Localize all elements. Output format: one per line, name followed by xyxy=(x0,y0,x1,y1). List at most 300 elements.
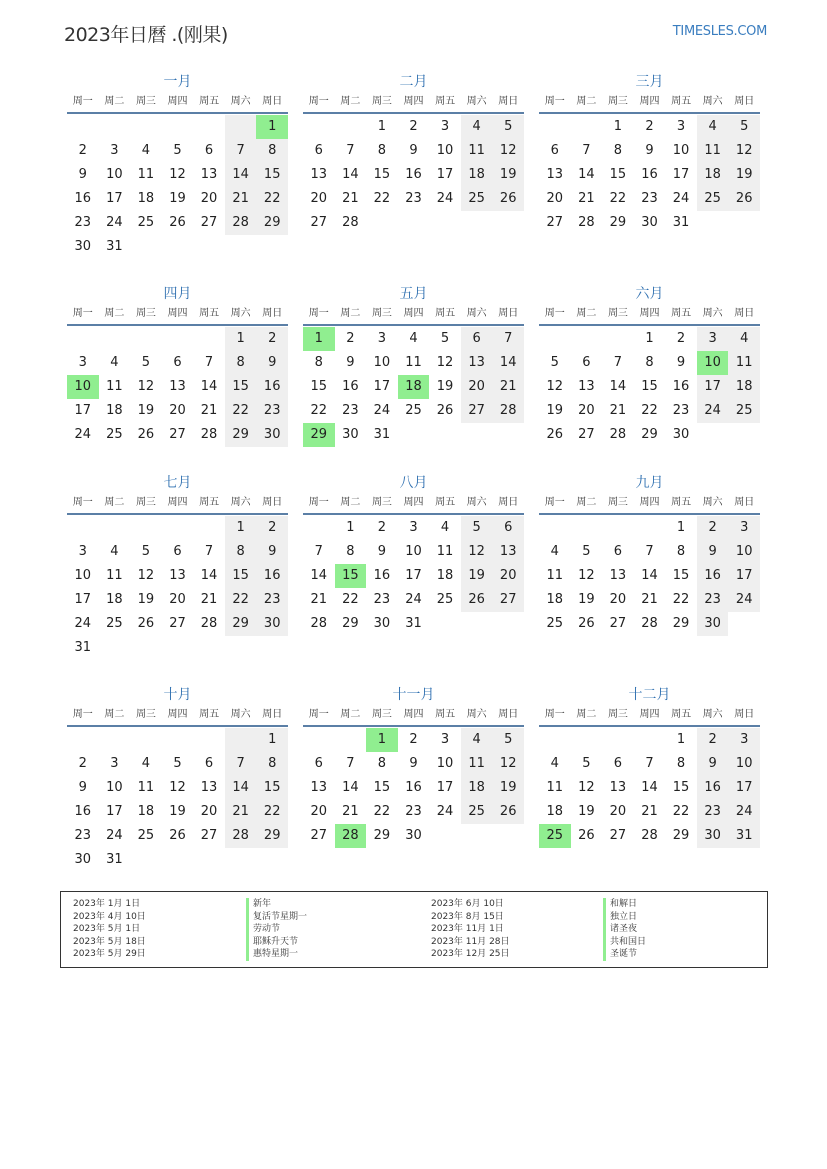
day-cell[interactable]: 15 xyxy=(225,564,257,588)
day-cell[interactable]: 10 xyxy=(405,544,422,559)
day-cell[interactable]: 19 xyxy=(578,592,595,607)
day-cell[interactable]: 6 xyxy=(613,756,623,771)
day-cell[interactable]: 21 xyxy=(225,800,257,824)
day-cell[interactable]: 18 xyxy=(461,163,493,187)
day-cell[interactable]: 20 xyxy=(578,403,595,418)
day-cell[interactable]: 1 xyxy=(613,119,623,134)
day-cell[interactable]: 16 xyxy=(697,564,729,588)
day-cell[interactable]: 9 xyxy=(346,355,355,370)
day-cell[interactable]: 22 xyxy=(609,191,627,206)
day-cell[interactable]: 27 xyxy=(492,588,524,612)
day-cell[interactable]: 5 xyxy=(492,728,524,752)
day-cell[interactable]: 14 xyxy=(225,776,257,800)
day-cell[interactable]: 24 xyxy=(728,800,760,824)
day-cell[interactable]: 9 xyxy=(645,143,654,158)
day-cell[interactable]: 25 xyxy=(461,187,493,211)
day-cell[interactable]: 7 xyxy=(346,143,355,158)
day-cell[interactable]: 4 xyxy=(550,756,559,771)
day-cell[interactable]: 15 xyxy=(310,379,328,394)
day-cell[interactable]: 7 xyxy=(346,756,355,771)
day-cell[interactable]: 17 xyxy=(436,167,454,182)
day-cell[interactable]: 29 xyxy=(225,612,257,636)
day-cell[interactable]: 10 xyxy=(697,351,729,375)
day-cell[interactable]: 29 xyxy=(225,423,257,447)
day-cell[interactable]: 21 xyxy=(492,375,524,399)
day-cell[interactable]: 20 xyxy=(310,191,328,206)
day-cell[interactable]: 28 xyxy=(641,828,658,843)
day-cell[interactable]: 1 xyxy=(346,520,355,535)
day-cell[interactable]: 27 xyxy=(461,399,493,423)
day-cell[interactable]: 6 xyxy=(173,355,182,370)
day-cell[interactable]: 12 xyxy=(137,379,155,394)
day-cell[interactable]: 28 xyxy=(492,399,524,423)
day-cell[interactable]: 23 xyxy=(256,588,288,612)
day-cell[interactable]: 23 xyxy=(373,592,391,607)
day-cell[interactable]: 22 xyxy=(672,592,690,607)
day-cell[interactable]: 19 xyxy=(137,403,155,418)
day-cell[interactable]: 4 xyxy=(728,327,760,351)
day-cell[interactable]: 13 xyxy=(461,351,493,375)
day-cell[interactable]: 22 xyxy=(225,588,257,612)
day-cell[interactable]: 5 xyxy=(728,115,760,139)
day-cell[interactable]: 1 xyxy=(676,520,686,535)
day-cell[interactable]: 18 xyxy=(106,592,123,607)
day-cell[interactable]: 13 xyxy=(609,568,627,583)
day-cell[interactable]: 17 xyxy=(405,568,422,583)
day-cell[interactable]: 28 xyxy=(310,616,328,631)
day-cell[interactable]: 10 xyxy=(728,540,760,564)
day-cell[interactable]: 3 xyxy=(377,331,387,346)
day-cell[interactable]: 2 xyxy=(377,520,387,535)
day-cell[interactable]: 27 xyxy=(546,215,564,230)
day-cell[interactable]: 25 xyxy=(137,828,155,843)
day-cell[interactable]: 6 xyxy=(314,143,323,158)
day-cell[interactable]: 6 xyxy=(582,355,591,370)
day-cell[interactable]: 30 xyxy=(697,824,729,848)
day-cell[interactable]: 2 xyxy=(256,327,288,351)
day-cell[interactable]: 13 xyxy=(169,379,186,394)
day-cell[interactable]: 17 xyxy=(728,564,760,588)
day-cell[interactable]: 10 xyxy=(436,143,454,158)
day-cell[interactable]: 14 xyxy=(578,167,595,182)
day-cell[interactable]: 18 xyxy=(546,804,564,819)
day-cell[interactable]: 8 xyxy=(314,355,323,370)
day-cell[interactable]: 4 xyxy=(409,331,418,346)
day-cell[interactable]: 21 xyxy=(641,592,658,607)
day-cell[interactable]: 9 xyxy=(676,355,686,370)
day-cell[interactable]: 21 xyxy=(342,804,359,819)
day-cell[interactable]: 15 xyxy=(373,780,391,795)
day-cell[interactable]: 25 xyxy=(436,592,454,607)
day-cell[interactable]: 17 xyxy=(106,191,123,206)
day-cell[interactable]: 10 xyxy=(74,568,92,583)
day-cell[interactable]: 8 xyxy=(377,756,387,771)
day-cell[interactable]: 2 xyxy=(697,728,729,752)
day-cell[interactable]: 22 xyxy=(672,804,690,819)
day-cell[interactable]: 17 xyxy=(106,804,123,819)
day-cell[interactable]: 16 xyxy=(256,375,288,399)
day-cell[interactable]: 12 xyxy=(436,355,454,370)
day-cell[interactable]: 26 xyxy=(578,828,595,843)
day-cell[interactable]: 14 xyxy=(342,167,359,182)
site-logo[interactable]: TIMESLES.COM xyxy=(672,24,767,39)
day-cell[interactable]: 14 xyxy=(492,351,524,375)
day-cell[interactable]: 8 xyxy=(225,540,257,564)
day-cell[interactable]: 19 xyxy=(492,776,524,800)
day-cell[interactable]: 12 xyxy=(578,568,595,583)
day-cell[interactable]: 16 xyxy=(373,568,391,583)
day-cell[interactable]: 20 xyxy=(609,592,627,607)
day-cell[interactable]: 23 xyxy=(697,588,729,612)
day-cell[interactable]: 23 xyxy=(641,191,658,206)
day-cell[interactable]: 15 xyxy=(335,564,367,588)
day-cell[interactable]: 11 xyxy=(106,568,123,583)
day-cell[interactable]: 6 xyxy=(613,544,623,559)
day-cell[interactable]: 24 xyxy=(405,592,422,607)
day-cell[interactable]: 5 xyxy=(492,115,524,139)
day-cell[interactable]: 12 xyxy=(546,379,564,394)
day-cell[interactable]: 9 xyxy=(78,780,87,795)
day-cell[interactable]: 12 xyxy=(169,780,186,795)
day-cell[interactable]: 14 xyxy=(225,163,257,187)
day-cell[interactable]: 5 xyxy=(550,355,559,370)
day-cell[interactable]: 1 xyxy=(366,728,398,752)
day-cell[interactable]: 27 xyxy=(609,616,627,631)
day-cell[interactable]: 18 xyxy=(137,191,155,206)
day-cell[interactable]: 1 xyxy=(256,115,288,139)
day-cell[interactable]: 25 xyxy=(106,616,123,631)
day-cell[interactable]: 6 xyxy=(204,756,214,771)
day-cell[interactable]: 12 xyxy=(169,167,186,182)
day-cell[interactable]: 6 xyxy=(461,327,493,351)
day-cell[interactable]: 29 xyxy=(672,828,690,843)
day-cell[interactable]: 30 xyxy=(697,612,729,636)
day-cell[interactable]: 24 xyxy=(436,191,454,206)
day-cell[interactable]: 13 xyxy=(578,379,595,394)
day-cell[interactable]: 24 xyxy=(672,191,690,206)
day-cell[interactable]: 19 xyxy=(137,592,155,607)
day-cell[interactable]: 25 xyxy=(405,403,422,418)
day-cell[interactable]: 28 xyxy=(641,616,658,631)
day-cell[interactable]: 22 xyxy=(225,399,257,423)
day-cell[interactable]: 26 xyxy=(728,187,760,211)
day-cell[interactable]: 26 xyxy=(137,427,155,442)
day-cell[interactable]: 12 xyxy=(137,568,155,583)
day-cell[interactable]: 9 xyxy=(256,351,288,375)
day-cell[interactable]: 21 xyxy=(200,403,218,418)
day-cell[interactable]: 2 xyxy=(409,732,418,747)
day-cell[interactable]: 19 xyxy=(546,403,564,418)
day-cell[interactable]: 2 xyxy=(409,119,418,134)
day-cell[interactable]: 24 xyxy=(436,804,454,819)
day-cell[interactable]: 11 xyxy=(461,139,493,163)
day-cell[interactable]: 1 xyxy=(645,331,654,346)
day-cell[interactable]: 10 xyxy=(728,752,760,776)
day-cell[interactable]: 23 xyxy=(405,804,422,819)
day-cell[interactable]: 17 xyxy=(74,592,92,607)
day-cell[interactable]: 16 xyxy=(74,191,92,206)
day-cell[interactable]: 5 xyxy=(461,516,493,540)
day-cell[interactable]: 3 xyxy=(697,327,729,351)
day-cell[interactable]: 4 xyxy=(141,143,151,158)
day-cell[interactable]: 15 xyxy=(672,568,690,583)
day-cell[interactable]: 16 xyxy=(405,780,422,795)
day-cell[interactable]: 23 xyxy=(672,403,690,418)
day-cell[interactable]: 26 xyxy=(461,588,493,612)
day-cell[interactable]: 23 xyxy=(74,215,92,230)
day-cell[interactable]: 26 xyxy=(436,403,454,418)
day-cell[interactable]: 15 xyxy=(373,167,391,182)
day-cell[interactable]: 6 xyxy=(204,143,214,158)
day-cell[interactable]: 22 xyxy=(256,187,288,211)
day-cell[interactable]: 22 xyxy=(310,403,328,418)
day-cell[interactable]: 25 xyxy=(461,800,493,824)
day-cell[interactable]: 3 xyxy=(676,119,686,134)
day-cell[interactable]: 20 xyxy=(200,804,218,819)
day-cell[interactable]: 4 xyxy=(110,544,119,559)
day-cell[interactable]: 24 xyxy=(106,828,123,843)
day-cell[interactable]: 1 xyxy=(676,732,686,747)
day-cell[interactable]: 2 xyxy=(78,756,87,771)
day-cell[interactable]: 11 xyxy=(137,780,155,795)
day-cell[interactable]: 30 xyxy=(342,427,359,442)
day-cell[interactable]: 27 xyxy=(200,828,218,843)
day-cell[interactable]: 31 xyxy=(106,239,123,254)
day-cell[interactable]: 27 xyxy=(310,828,328,843)
day-cell[interactable]: 14 xyxy=(200,568,218,583)
day-cell[interactable]: 28 xyxy=(578,215,595,230)
day-cell[interactable]: 8 xyxy=(256,139,288,163)
day-cell[interactable]: 13 xyxy=(609,780,627,795)
day-cell[interactable]: 4 xyxy=(141,756,151,771)
day-cell[interactable]: 14 xyxy=(641,568,658,583)
day-cell[interactable]: 7 xyxy=(492,327,524,351)
day-cell[interactable]: 5 xyxy=(582,544,591,559)
day-cell[interactable]: 8 xyxy=(676,756,686,771)
day-cell[interactable]: 8 xyxy=(346,544,355,559)
day-cell[interactable]: 21 xyxy=(609,403,627,418)
day-cell[interactable]: 16 xyxy=(256,564,288,588)
day-cell[interactable]: 29 xyxy=(256,824,288,848)
day-cell[interactable]: 22 xyxy=(373,191,391,206)
day-cell[interactable]: 17 xyxy=(672,167,690,182)
day-cell[interactable]: 11 xyxy=(461,752,493,776)
day-cell[interactable]: 19 xyxy=(436,379,454,394)
day-cell[interactable]: 31 xyxy=(373,427,391,442)
day-cell[interactable]: 28 xyxy=(200,616,218,631)
day-cell[interactable]: 5 xyxy=(141,544,151,559)
day-cell[interactable]: 30 xyxy=(373,616,391,631)
day-cell[interactable]: 28 xyxy=(342,215,359,230)
day-cell[interactable]: 12 xyxy=(728,139,760,163)
day-cell[interactable]: 4 xyxy=(440,520,450,535)
day-cell[interactable]: 3 xyxy=(78,544,87,559)
day-cell[interactable]: 15 xyxy=(225,375,257,399)
day-cell[interactable]: 21 xyxy=(641,804,658,819)
day-cell[interactable]: 10 xyxy=(106,780,123,795)
day-cell[interactable]: 24 xyxy=(74,427,92,442)
day-cell[interactable]: 9 xyxy=(409,143,418,158)
day-cell[interactable]: 7 xyxy=(225,139,257,163)
day-cell[interactable]: 13 xyxy=(200,780,218,795)
day-cell[interactable]: 30 xyxy=(405,828,422,843)
day-cell[interactable]: 4 xyxy=(461,728,493,752)
day-cell[interactable]: 3 xyxy=(440,732,450,747)
day-cell[interactable]: 25 xyxy=(728,399,760,423)
day-cell[interactable]: 1 xyxy=(225,516,257,540)
day-cell[interactable]: 9 xyxy=(256,540,288,564)
day-cell[interactable]: 2 xyxy=(697,516,729,540)
day-cell[interactable]: 11 xyxy=(728,351,760,375)
day-cell[interactable]: 20 xyxy=(461,375,493,399)
day-cell[interactable]: 13 xyxy=(169,568,186,583)
day-cell[interactable]: 2 xyxy=(645,119,654,134)
day-cell[interactable]: 6 xyxy=(550,143,559,158)
day-cell[interactable]: 19 xyxy=(461,564,493,588)
day-cell[interactable]: 28 xyxy=(609,427,627,442)
day-cell[interactable]: 3 xyxy=(728,516,760,540)
day-cell[interactable]: 23 xyxy=(405,191,422,206)
day-cell[interactable]: 15 xyxy=(256,163,288,187)
day-cell[interactable]: 2 xyxy=(676,331,686,346)
day-cell[interactable]: 15 xyxy=(641,379,658,394)
day-cell[interactable]: 11 xyxy=(546,780,564,795)
day-cell[interactable]: 30 xyxy=(256,612,288,636)
day-cell[interactable]: 4 xyxy=(697,115,729,139)
day-cell[interactable]: 30 xyxy=(74,852,92,867)
day-cell[interactable]: 18 xyxy=(137,804,155,819)
day-cell[interactable]: 31 xyxy=(728,824,760,848)
day-cell[interactable]: 17 xyxy=(436,780,454,795)
day-cell[interactable]: 12 xyxy=(492,752,524,776)
day-cell[interactable]: 29 xyxy=(303,423,335,447)
day-cell[interactable]: 10 xyxy=(373,355,391,370)
day-cell[interactable]: 9 xyxy=(697,752,729,776)
day-cell[interactable]: 31 xyxy=(74,640,92,655)
day-cell[interactable]: 20 xyxy=(200,191,218,206)
day-cell[interactable]: 12 xyxy=(492,139,524,163)
day-cell[interactable]: 7 xyxy=(204,355,214,370)
day-cell[interactable]: 29 xyxy=(342,616,359,631)
day-cell[interactable]: 31 xyxy=(106,852,123,867)
day-cell[interactable]: 13 xyxy=(200,167,218,182)
day-cell[interactable]: 30 xyxy=(641,215,658,230)
day-cell[interactable]: 5 xyxy=(440,331,450,346)
day-cell[interactable]: 25 xyxy=(546,616,564,631)
day-cell[interactable]: 4 xyxy=(110,355,119,370)
day-cell[interactable]: 28 xyxy=(225,824,257,848)
day-cell[interactable]: 6 xyxy=(314,756,323,771)
day-cell[interactable]: 10 xyxy=(436,756,454,771)
day-cell[interactable]: 14 xyxy=(609,379,627,394)
day-cell[interactable]: 13 xyxy=(492,540,524,564)
day-cell[interactable]: 21 xyxy=(578,191,595,206)
day-cell[interactable]: 8 xyxy=(645,355,654,370)
day-cell[interactable]: 6 xyxy=(492,516,524,540)
day-cell[interactable]: 26 xyxy=(546,427,564,442)
day-cell[interactable]: 7 xyxy=(645,756,654,771)
day-cell[interactable]: 7 xyxy=(582,143,591,158)
day-cell[interactable]: 26 xyxy=(137,616,155,631)
day-cell[interactable]: 26 xyxy=(169,215,186,230)
day-cell[interactable]: 28 xyxy=(200,427,218,442)
day-cell[interactable]: 20 xyxy=(310,804,328,819)
day-cell[interactable]: 11 xyxy=(697,139,729,163)
day-cell[interactable]: 3 xyxy=(728,728,760,752)
day-cell[interactable]: 19 xyxy=(728,163,760,187)
day-cell[interactable]: 9 xyxy=(377,544,387,559)
day-cell[interactable]: 22 xyxy=(373,804,391,819)
day-cell[interactable]: 23 xyxy=(256,399,288,423)
day-cell[interactable]: 24 xyxy=(74,616,92,631)
day-cell[interactable]: 3 xyxy=(110,143,119,158)
day-cell[interactable]: 20 xyxy=(492,564,524,588)
day-cell[interactable]: 26 xyxy=(492,187,524,211)
day-cell[interactable]: 27 xyxy=(169,616,186,631)
day-cell[interactable]: 17 xyxy=(373,379,391,394)
day-cell[interactable]: 25 xyxy=(106,427,123,442)
day-cell[interactable]: 3 xyxy=(440,119,450,134)
day-cell[interactable]: 22 xyxy=(256,800,288,824)
day-cell[interactable]: 8 xyxy=(225,351,257,375)
day-cell[interactable]: 21 xyxy=(342,191,359,206)
day-cell[interactable]: 3 xyxy=(78,355,87,370)
day-cell[interactable]: 12 xyxy=(578,780,595,795)
day-cell[interactable]: 2 xyxy=(256,516,288,540)
day-cell[interactable]: 7 xyxy=(645,544,654,559)
day-cell[interactable]: 21 xyxy=(225,187,257,211)
day-cell[interactable]: 2 xyxy=(346,331,355,346)
day-cell[interactable]: 11 xyxy=(546,568,564,583)
day-cell[interactable]: 16 xyxy=(641,167,658,182)
day-cell[interactable]: 18 xyxy=(697,163,729,187)
day-cell[interactable]: 4 xyxy=(461,115,493,139)
day-cell[interactable]: 7 xyxy=(613,355,623,370)
day-cell[interactable]: 18 xyxy=(398,375,430,399)
day-cell[interactable]: 27 xyxy=(578,427,595,442)
day-cell[interactable]: 17 xyxy=(74,403,92,418)
day-cell[interactable]: 14 xyxy=(310,568,328,583)
day-cell[interactable]: 16 xyxy=(405,167,422,182)
day-cell[interactable]: 18 xyxy=(106,403,123,418)
day-cell[interactable]: 11 xyxy=(137,167,155,182)
day-cell[interactable]: 26 xyxy=(578,616,595,631)
day-cell[interactable]: 6 xyxy=(173,544,182,559)
day-cell[interactable]: 27 xyxy=(310,215,328,230)
day-cell[interactable]: 17 xyxy=(697,375,729,399)
day-cell[interactable]: 24 xyxy=(373,403,391,418)
day-cell[interactable]: 17 xyxy=(728,776,760,800)
day-cell[interactable]: 29 xyxy=(256,211,288,235)
day-cell[interactable]: 20 xyxy=(609,804,627,819)
day-cell[interactable]: 20 xyxy=(169,403,186,418)
day-cell[interactable]: 14 xyxy=(641,780,658,795)
day-cell[interactable]: 5 xyxy=(141,355,151,370)
day-cell[interactable]: 20 xyxy=(169,592,186,607)
day-cell[interactable]: 28 xyxy=(225,211,257,235)
day-cell[interactable]: 24 xyxy=(697,399,729,423)
day-cell[interactable]: 24 xyxy=(728,588,760,612)
day-cell[interactable]: 15 xyxy=(672,780,690,795)
day-cell[interactable]: 11 xyxy=(106,379,123,394)
day-cell[interactable]: 7 xyxy=(314,544,323,559)
day-cell[interactable]: 3 xyxy=(110,756,119,771)
day-cell[interactable]: 4 xyxy=(550,544,559,559)
day-cell[interactable]: 26 xyxy=(492,800,524,824)
day-cell[interactable]: 21 xyxy=(310,592,328,607)
day-cell[interactable]: 21 xyxy=(200,592,218,607)
day-cell[interactable]: 31 xyxy=(672,215,690,230)
